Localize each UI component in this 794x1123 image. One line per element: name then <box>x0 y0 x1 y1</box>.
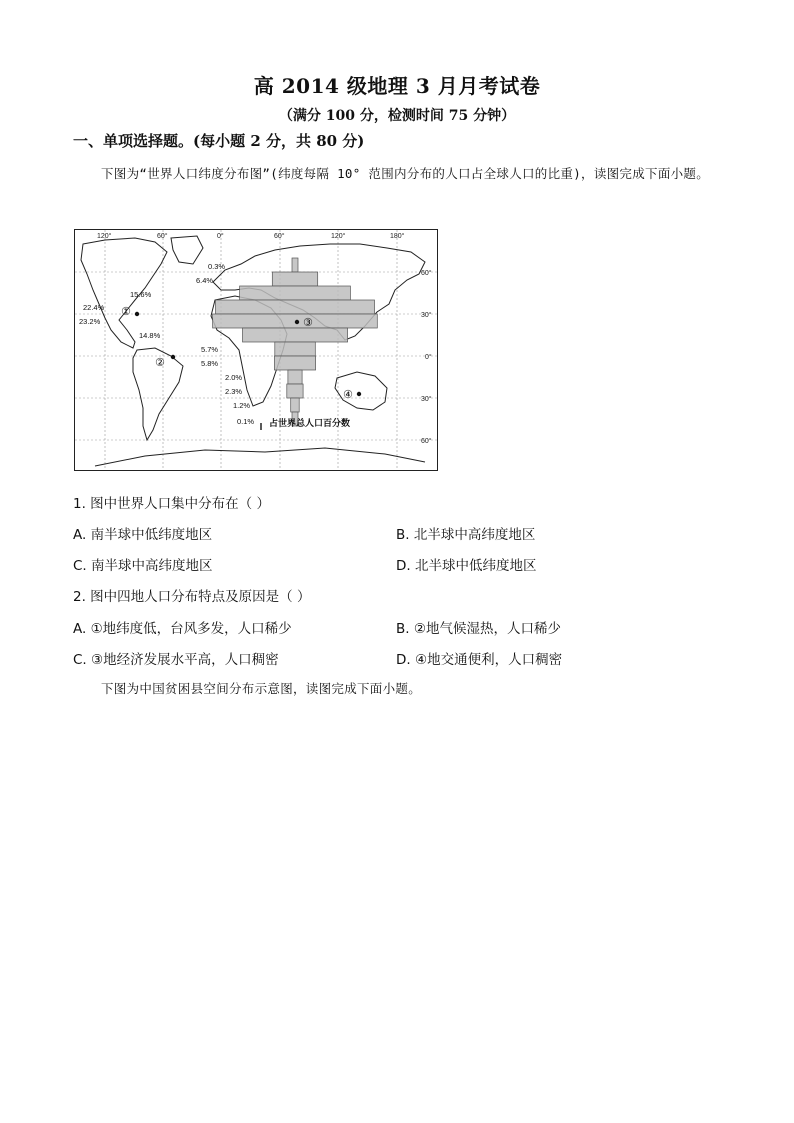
percent-label: 5.8% <box>201 359 219 368</box>
page-subtitle: （满分 100 分，检测时间 75 分钟） <box>278 108 516 124</box>
percent-label: 22.4% <box>83 303 105 312</box>
map-figure <box>75 230 437 470</box>
lon-label: 60° <box>274 233 285 240</box>
map-grid <box>75 230 437 470</box>
site-marker-3: ③ <box>303 316 313 329</box>
percent-label: 0.3% <box>208 262 226 271</box>
percent-label: 15.6% <box>130 290 152 299</box>
population-bar <box>272 272 317 286</box>
percent-label: 2.0% <box>225 373 243 382</box>
population-bar <box>291 398 300 412</box>
site-dot-1 <box>135 312 139 316</box>
lat-label: 30° <box>421 312 432 319</box>
percent-label: 0.1% <box>237 417 255 426</box>
lat-label: 0° <box>425 354 432 361</box>
antarctica <box>95 448 425 466</box>
lon-labels <box>97 232 405 240</box>
population-bar <box>274 356 315 370</box>
site-dot-4 <box>357 392 361 396</box>
percent-label: 6.4% <box>196 276 214 285</box>
site-marker-2: ② <box>155 356 165 369</box>
population-bar <box>288 370 302 384</box>
section-heading: 一、单项选择题。(每小题 2 分，共 80 分) <box>73 132 365 150</box>
population-bar <box>213 314 378 328</box>
lat-label: 60° <box>421 438 432 445</box>
lon-label: 0° <box>217 233 224 240</box>
question-1-option-d[interactable]: D. 北半球中低纬度地区 <box>396 558 537 574</box>
question-2-option-b[interactable]: B. ②地气候湿热，人口稀少 <box>396 621 561 637</box>
question-1-option-a[interactable]: A. 南半球中低纬度地区 <box>73 527 213 543</box>
continents <box>81 236 425 466</box>
question-2-option-a[interactable]: A. ①地纬度低，台风多发，人口稀少 <box>73 621 292 637</box>
site-marker-1: ① <box>121 305 131 318</box>
site-dot-2 <box>171 355 175 359</box>
question-1-stem: 1. 图中世界人口集中分布在（ ） <box>73 496 270 512</box>
percent-label: 14.8% <box>139 331 161 340</box>
population-bar <box>292 258 298 272</box>
lon-label: 60° <box>157 233 168 240</box>
lat-label: 30° <box>421 396 432 403</box>
population-bar <box>243 328 348 342</box>
percent-label: 1.2% <box>233 401 251 410</box>
site-marker-4: ④ <box>343 388 353 401</box>
lon-label: 120° <box>331 233 346 240</box>
world-population-map <box>74 229 438 471</box>
site-dot-3 <box>295 320 299 324</box>
percent-label: 23.2% <box>79 317 101 326</box>
population-bar <box>287 384 303 398</box>
lon-label: 120° <box>97 233 112 240</box>
question-2-stem: 2. 图中四地人口分布特点及原因是（ ） <box>73 589 311 605</box>
lat-labels <box>421 269 432 445</box>
question-1-option-c[interactable]: C. 南半球中高纬度地区 <box>73 558 213 574</box>
section-2-intro: 下图为中国贫困县空间分布示意图，读图完成下面小题。 <box>101 681 422 696</box>
section-intro: 下图为“世界人口纬度分布图”(纬度每隔 10° 范围内分布的人口占全球人口的比重)，读图完成下面小题。 <box>101 166 710 181</box>
question-2-option-d[interactable]: D. ④地交通便利，人口稠密 <box>396 652 563 668</box>
greenland <box>171 236 203 264</box>
population-bar <box>275 342 316 356</box>
page-title: 高 2014 级地理 3 月月考试卷 <box>253 74 541 98</box>
percent-label: 2.3% <box>225 387 243 396</box>
population-bar <box>216 300 375 314</box>
question-2-option-c[interactable]: C. ③地经济发展水平高，人口稠密 <box>73 652 279 668</box>
lat-label: 60° <box>421 270 432 277</box>
map-legend: 占世界总人口百分数 <box>269 419 351 429</box>
question-1-option-b[interactable]: B. 北半球中高纬度地区 <box>396 527 536 543</box>
lon-label: 180° <box>390 233 405 240</box>
percent-label: 5.7% <box>201 345 219 354</box>
population-bar <box>240 286 351 300</box>
